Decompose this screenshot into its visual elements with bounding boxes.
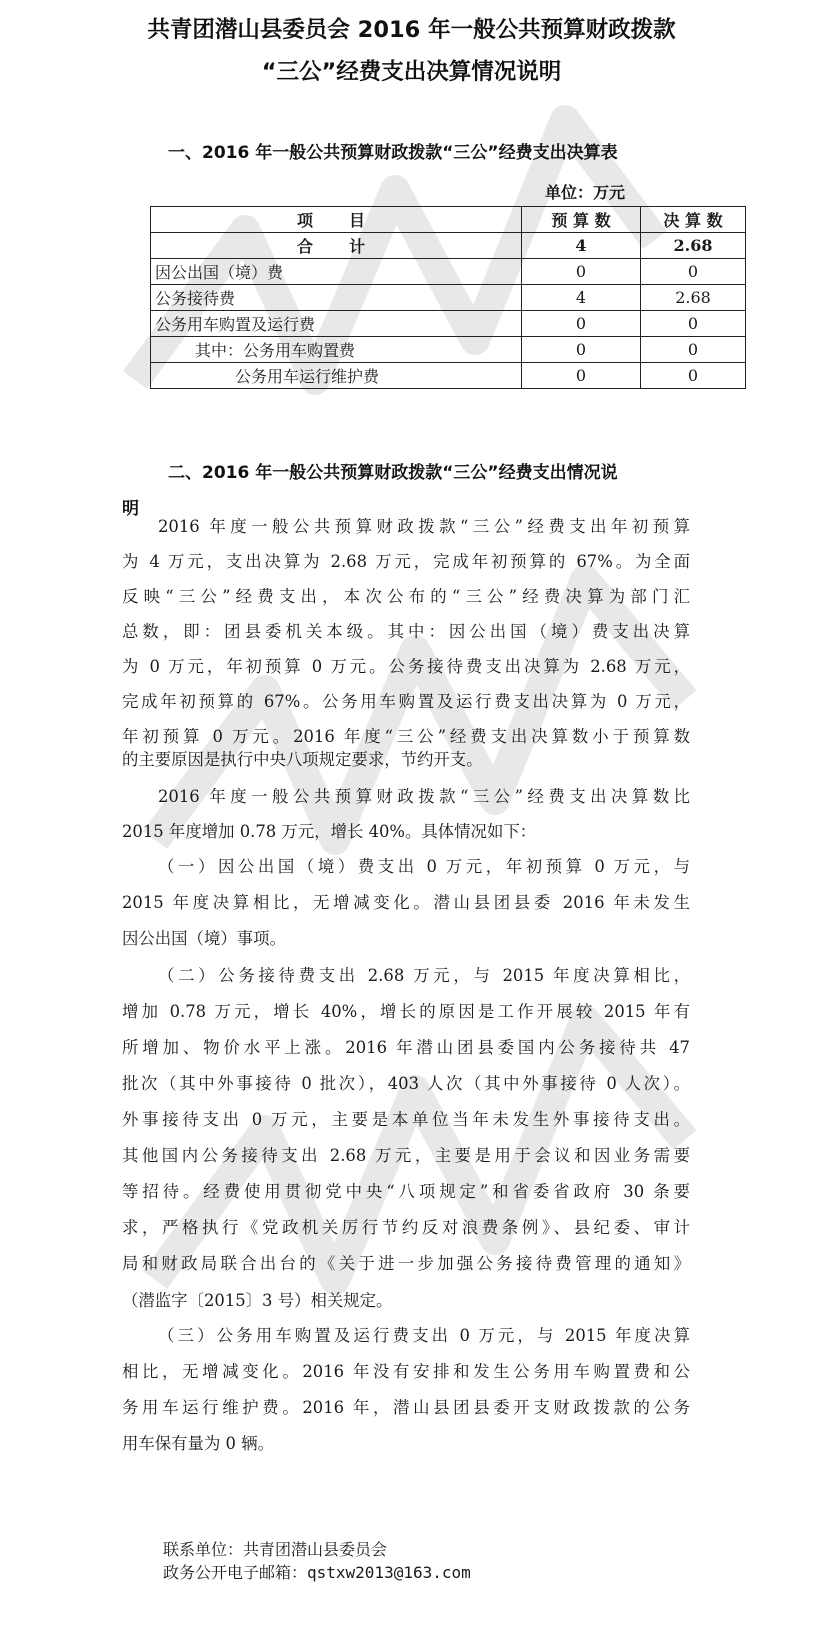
row-budget: 4 — [522, 233, 641, 259]
body-line: 年初预算 0 万元。2016 年度“三公”经费支出决算数小于预算数 — [122, 727, 690, 746]
header-budget: 预 算 数 — [522, 207, 641, 233]
body-line: 务用车运行维护费。2016 年，潜山县团县委开支财政拨款的公务 — [122, 1398, 690, 1417]
body-line: 因公出国（境）事项。 — [122, 929, 286, 948]
body-line: 外事接待支出 0 万元，主要是本单位当年未发生外事接待支出。 — [122, 1110, 690, 1129]
table-header-row — [151, 207, 746, 233]
body-line: 完成年初预算的 67%。公务用车购置及运行费支出决算为 0 万元， — [122, 692, 690, 711]
row-budget: 0 — [522, 259, 641, 285]
table-row-total — [151, 233, 746, 259]
body-line: 2015 年度决算相比，无增减变化。潜山县团县委 2016 年未发生 — [122, 893, 690, 912]
section2-heading: 二、2016 年一般公共预算财政拨款“三公”经费支出情况说 — [168, 463, 618, 483]
body-line: 用车保有量为 0 辆。 — [122, 1434, 274, 1453]
unit-label: 单位：万元 — [545, 183, 626, 202]
table-row — [151, 285, 746, 311]
row-item: 公务用车运行维护费 — [151, 363, 522, 389]
row-budget: 0 — [522, 363, 641, 389]
header-actual: 决 算 数 — [641, 207, 746, 233]
contact-unit: 联系单位：共青团潜山县委员会 — [163, 1540, 388, 1559]
body-line: 相比，无增减变化。2016 年没有安排和发生公务用车购置费和公 — [122, 1362, 690, 1381]
body-line: 其他国内公务接待支出 2.68 万元，主要是用于会议和因业务需要 — [122, 1146, 690, 1165]
row-budget: 0 — [522, 311, 641, 337]
row-actual: 0 — [641, 259, 746, 285]
row-budget: 4 — [522, 285, 641, 311]
body-line: （三）公务用车购置及运行费支出 0 万元，与 2015 年度决算 — [158, 1326, 690, 1345]
row-item: 公务接待费 — [151, 285, 522, 311]
header-item: 项 目 — [151, 207, 522, 233]
body-line: 所增加、物价水平上涨。2016 年潜山团县委国内公务接待共 47 — [122, 1038, 690, 1057]
body-line: 的主要原因是执行中央八项规定要求，节约开支。 — [122, 750, 483, 769]
row-item: 合 计 — [151, 233, 522, 259]
body-line: 2016 年度一般公共预算财政拨款“三公”经费支出年初预算 — [158, 517, 690, 536]
section2-heading-cont: 明 — [122, 499, 139, 519]
body-line: 反映“三公”经费支出，本次公布的“三公”经费决算为部门汇 — [122, 587, 690, 606]
document-title-line2: “三公”经费支出决算情况说明 — [261, 59, 562, 85]
row-item: 公务用车购置及运行费 — [151, 311, 522, 337]
body-line: 为 4 万元，支出决算为 2.68 万元，完成年初预算的 67%。为全面 — [122, 552, 690, 571]
row-actual: 0 — [641, 337, 746, 363]
row-budget: 0 — [522, 337, 641, 363]
body-line: 求，严格执行《党政机关厉行节约反对浪费条例》、县纪委、审计 — [122, 1218, 690, 1237]
table-row — [151, 259, 746, 285]
section1-heading: 一、2016 年一般公共预算财政拨款“三公”经费支出决算表 — [168, 143, 618, 163]
body-line: 局和财政局联合出台的《关于进一步加强公务接待费管理的通知》 — [122, 1254, 690, 1273]
body-line: 2016 年度一般公共预算财政拨款“三公”经费支出决算数比 — [158, 787, 690, 806]
row-actual: 0 — [641, 311, 746, 337]
table-row — [151, 337, 746, 363]
row-item: 其中：公务用车购置费 — [151, 337, 522, 363]
body-line: 增加 0.78 万元，增长 40%，增长的原因是工作开展较 2015 年有 — [122, 1002, 690, 1021]
body-line: 为 0 万元，年初预算 0 万元。公务接待费支出决算为 2.68 万元， — [122, 657, 690, 676]
document-title-line1: 共青团潜山县委员会 2016 年一般公共预算财政拨款 — [147, 17, 676, 43]
row-actual: 2.68 — [641, 285, 746, 311]
body-line: （一）因公出国（境）费支出 0 万元，年初预算 0 万元，与 — [158, 857, 690, 876]
body-line: （潜监字〔2015〕3 号）相关规定。 — [122, 1291, 393, 1310]
row-item: 因公出国（境）费 — [151, 259, 522, 285]
table-row — [151, 311, 746, 337]
body-line: 2015 年度增加 0.78 万元，增长 40%。具体情况如下： — [122, 822, 537, 841]
table-row — [151, 363, 746, 389]
body-line: 等招待。经费使用贯彻党中央“八项规定”和省委省政府 30 条要 — [122, 1182, 690, 1201]
expense-table — [150, 206, 746, 389]
body-line: 总数，即：团县委机关本级。其中：因公出国（境）费支出决算 — [122, 622, 690, 641]
row-actual: 2.68 — [641, 233, 746, 259]
body-line: （二）公务接待费支出 2.68 万元，与 2015 年度决算相比， — [158, 966, 690, 985]
contact-email: 政务公开电子邮箱：qstxw2013@163.com — [163, 1563, 471, 1582]
body-line: 批次（其中外事接待 0 批次），403 人次（其中外事接待 0 人次）。 — [122, 1074, 690, 1093]
row-actual: 0 — [641, 363, 746, 389]
